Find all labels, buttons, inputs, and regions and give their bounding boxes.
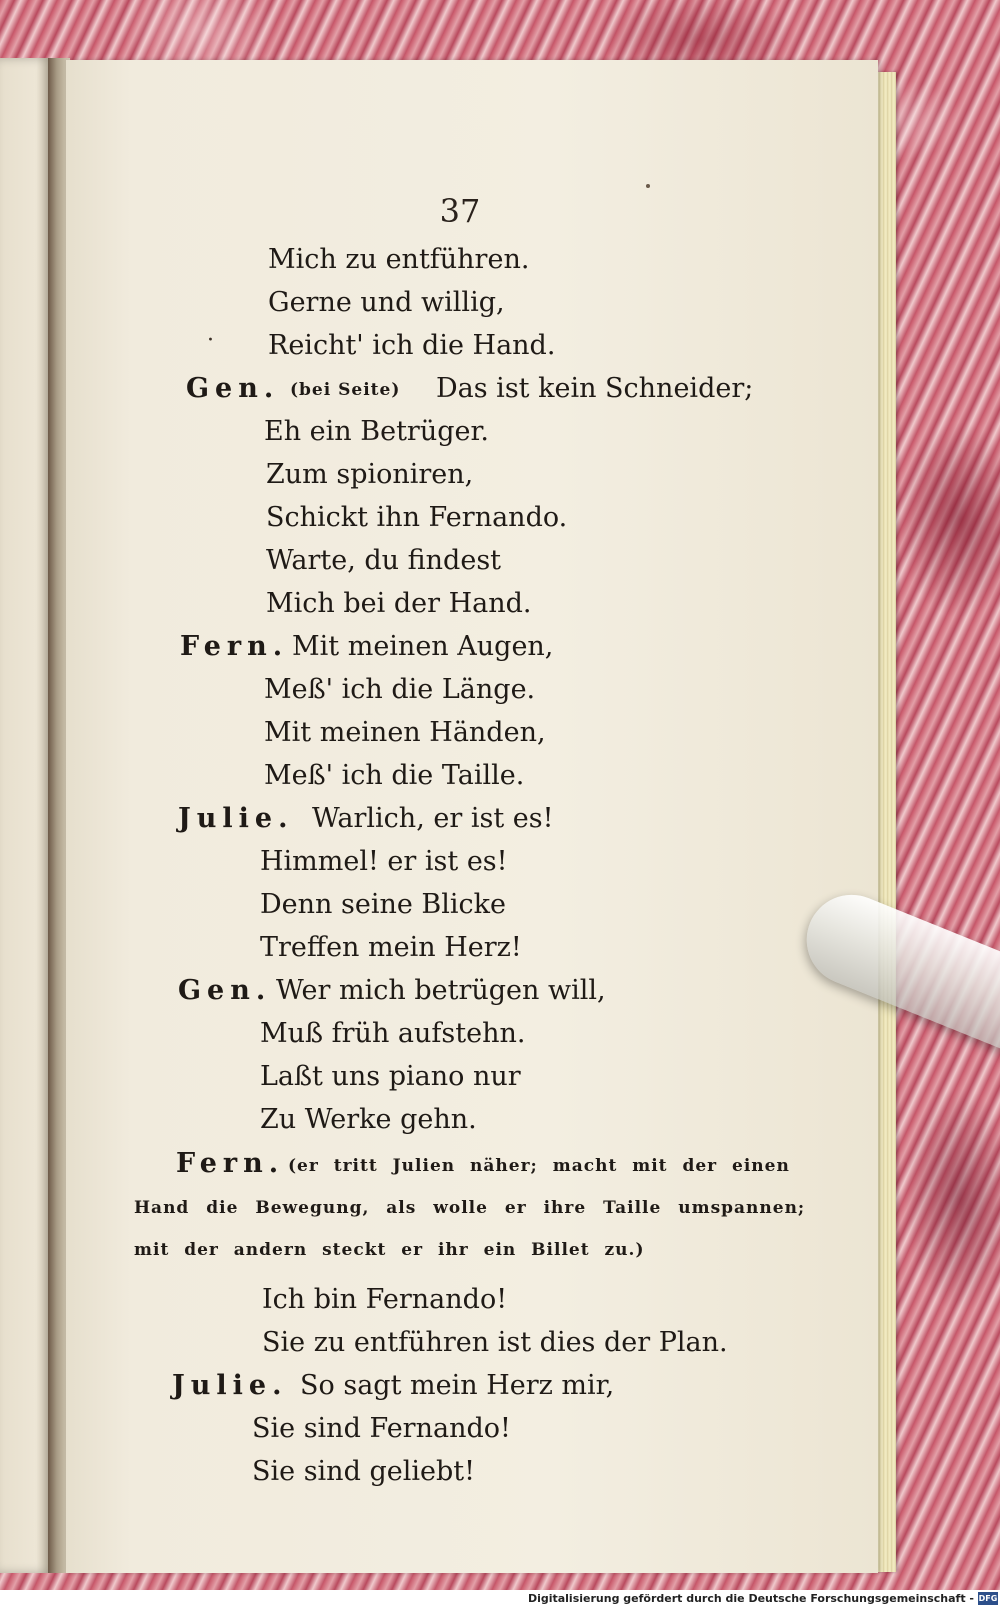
verse-line: Meß' ich die Länge. xyxy=(264,674,536,705)
verse-line: Mit meinen Augen, xyxy=(292,631,554,662)
speaker-label: Fern. xyxy=(176,1148,285,1179)
verse-line: Gerne und willig, xyxy=(268,287,505,318)
verse-line: Wer mich betrügen will, xyxy=(276,975,606,1006)
verse-line: Treffen mein Herz! xyxy=(260,932,522,963)
verse-line: Sie sind Fernando! xyxy=(252,1413,511,1444)
verse-line: Das ist kein Schneider; xyxy=(436,373,754,404)
verse-line: Sie sind geliebt! xyxy=(252,1456,475,1487)
verse-line: Mit meinen Händen, xyxy=(264,717,546,748)
left-page-fragment xyxy=(0,58,52,1573)
verse-line: Zu Werke gehn. xyxy=(260,1104,477,1135)
speaker-label: Julie. xyxy=(178,803,294,834)
page-number: 37 xyxy=(439,192,481,230)
stage-direction: (bei Seite) xyxy=(290,380,401,400)
speaker-label: Julie. xyxy=(172,1370,288,1401)
ink-speck xyxy=(646,184,650,188)
dfg-logo: DFG xyxy=(978,1594,998,1603)
stage-direction: Hand die Bewegung, als wolle er ihre Taille umspannen; xyxy=(134,1198,806,1218)
verse-line: So sagt mein Herz mir, xyxy=(300,1370,615,1401)
verse-line: Schickt ihn Fernando. xyxy=(266,502,568,533)
verse-line: Reicht' ich die Hand. xyxy=(268,330,556,361)
verse-line: Laßt uns piano nur xyxy=(260,1061,521,1092)
speaker-label: Gen. xyxy=(178,975,272,1006)
footer-credit: Digitalisierung gefördert durch die Deutsche Forschungsgemeinschaft - xyxy=(527,1592,974,1605)
verse-line: Denn seine Blicke xyxy=(260,889,506,920)
ink-mark: · xyxy=(207,328,214,353)
verse-line: Warlich, er ist es! xyxy=(312,803,554,834)
verse-line: Himmel! er ist es! xyxy=(260,846,508,877)
verse-line: Sie zu entführen ist dies der Plan. xyxy=(262,1327,728,1358)
verse-line: Zum spioniren, xyxy=(266,459,474,490)
verse-line: Warte, du findest xyxy=(266,545,502,576)
verse-line: Eh ein Betrüger. xyxy=(264,416,490,447)
verse-line: Ich bin Fernando! xyxy=(262,1284,508,1315)
speaker-label: Fern. xyxy=(180,631,289,662)
verse-line: Mich bei der Hand. xyxy=(266,588,532,619)
page-edges xyxy=(876,72,896,1572)
verse-line: Mich zu entführen. xyxy=(268,244,530,275)
verse-line: Muß früh aufstehn. xyxy=(260,1018,526,1049)
stage-direction: (er tritt Julien näher; macht mit der einen xyxy=(288,1156,790,1176)
stage-direction: mit der andern steckt er ihr ein Billet zu.) xyxy=(134,1240,645,1260)
verse-line: Meß' ich die Taille. xyxy=(264,760,525,791)
speaker-label: Gen. xyxy=(186,373,280,404)
